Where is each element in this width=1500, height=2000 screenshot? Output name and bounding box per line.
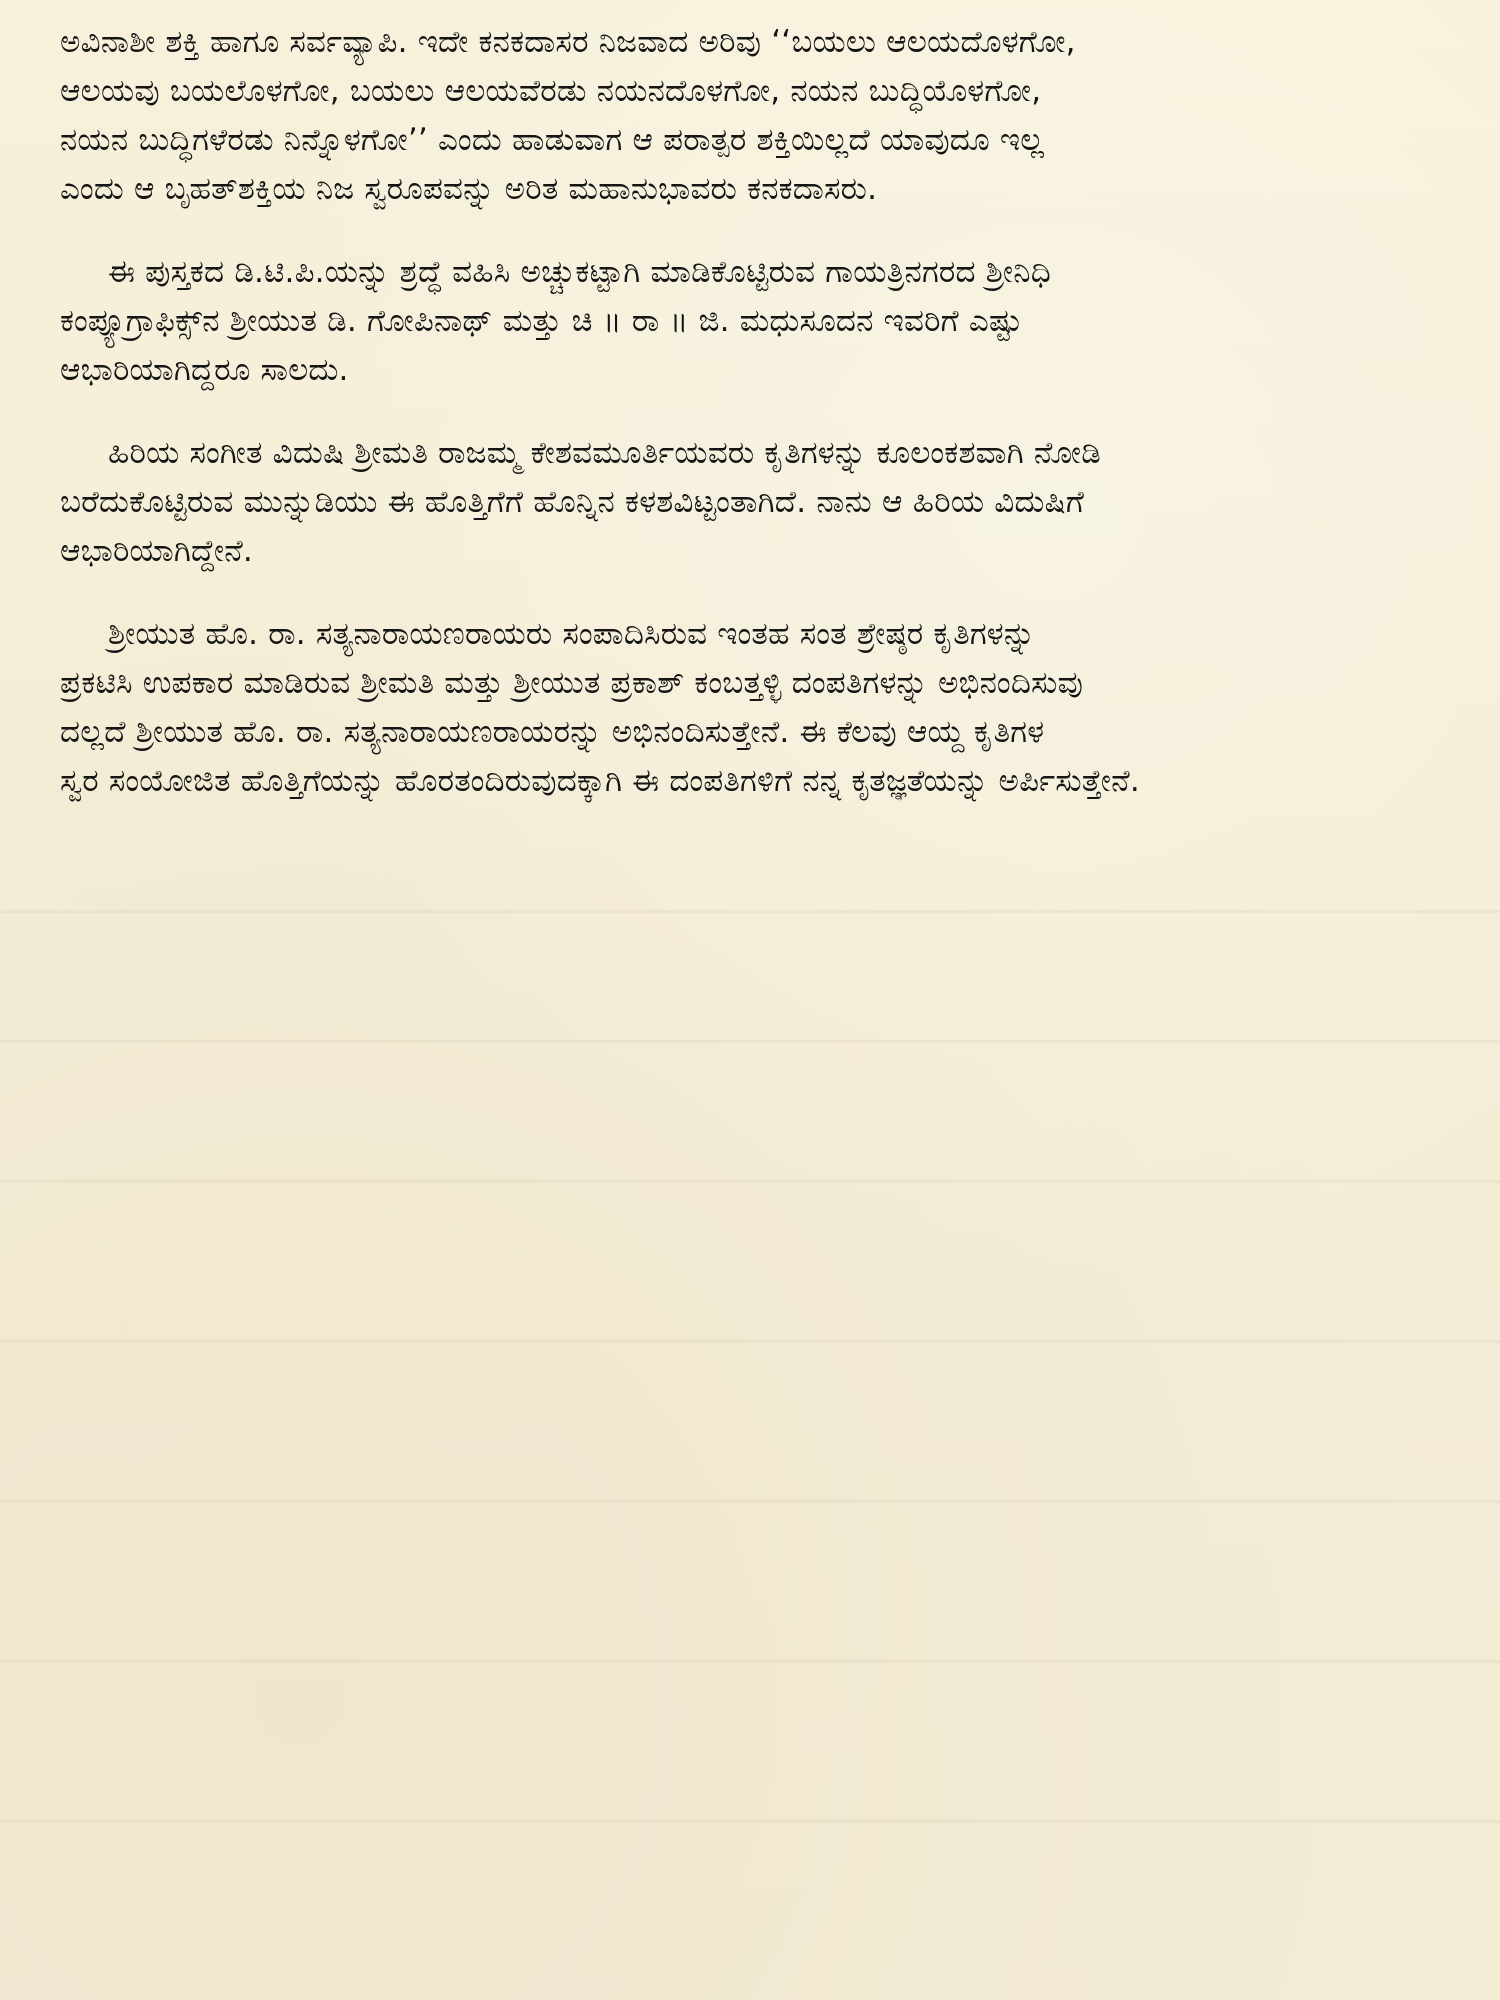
body-text <box>60 18 1445 840</box>
paragraph-1-line-3: ನಯನ ಬುದ್ಧಿಗಳೆರಡು ನಿನ್ನೊಳಗೋ’’ ಎಂದು ಹಾಡುವಾಗ ಆ ಪರಾತ್ಪರ ಶಕ್ತಿಯಿಲ್ಲದೆ ಯಾವುದೂ ಇಲ್ಲ <box>60 122 1045 158</box>
faint-bleed-line-7 <box>0 1820 1500 1823</box>
paragraph-3 <box>60 429 1445 576</box>
paragraph-1-line-2: ಆಲಯವು ಬಯಲೊಳಗೋ, ಬಯಲು ಆಲಯವೆರಡು ನಯನದೊಳಗೋ, ನಯನ ಬುದ್ಧಿಯೊಳಗೋ, <box>60 73 1042 109</box>
faint-bleed-line-3 <box>0 1180 1500 1183</box>
paragraph-2-line-1: ಈ ಪುಸ್ತಕದ ಡಿ.ಟಿ.ಪಿ.ಯನ್ನು ಶ್ರದ್ಧೆ ವಹಿಸಿ ಅಚ್ಚುಕಟ್ಟಾಗಿ ಮಾಡಿಕೊಟ್ಟಿರುವ ಗಾಯತ್ರಿನಗರದ ಶ್ರೀನಿಧಿ <box>108 254 1051 290</box>
faint-bleed-line-5 <box>0 1500 1500 1503</box>
paragraph-3-line-1: ಹಿರಿಯ ಸಂಗೀತ ವಿದುಷಿ ಶ್ರೀಮತಿ ರಾಜಮ್ಮ ಕೇಶವಮೂರ್ತಿಯವರು ಕೃತಿಗಳನ್ನು ಕೂಲಂಕಶವಾಗಿ ನೋಡಿ <box>108 435 1102 471</box>
paragraph-3-line-3: ಆಭಾರಿಯಾಗಿದ್ದೇನೆ. <box>60 533 253 569</box>
paragraph-4-line-4: ಸ್ವರ ಸಂಯೋಜಿತ ಹೊತ್ತಿಗೆಯನ್ನು ಹೊರತಂದಿರುವುದಕ್ಕಾಗಿ ಈ ದಂಪತಿಗಳಿಗೆ ನನ್ನ ಕೃತಜ್ಞತೆಯನ್ನು ಅರ್ಪಿಸುತ್ತೇನೆ. <box>60 763 1140 799</box>
paragraph-1 <box>60 18 1445 214</box>
faint-bleed-line-2 <box>0 1040 1500 1043</box>
paragraph-2-line-2: ಕಂಪ್ಯೂಗ್ರಾಫಿಕ್ಸ್‌ನ ಶ್ರೀಯುತ ಡಿ. ಗೋಪಿನಾಥ್ ಮತ್ತು ಚಿ ॥ ರಾ ॥ ಜಿ. ಮಧುಸೂದನ ಇವರಿಗೆ ಎಷ್ಟು <box>60 303 1023 339</box>
paragraph-2 <box>60 248 1445 395</box>
paragraph-4-line-3: ದಲ್ಲದೆ ಶ್ರೀಯುತ ಹೊ. ರಾ. ಸತ್ಯನಾರಾಯಣರಾಯರನ್ನು ಅಭಿನಂದಿಸುತ್ತೇನೆ. ಈ ಕೆಲವು ಆಯ್ದ ಕೃತಿಗಳ <box>60 714 1045 750</box>
paragraph-2-line-3: ಆಭಾರಿಯಾಗಿದ್ದರೂ ಸಾಲದು. <box>60 352 349 388</box>
paragraph-4 <box>60 610 1445 806</box>
paragraph-1-line-4: ಎಂದು ಆ ಬೃಹತ್‌ಶಕ್ತಿಯ ನಿಜ ಸ್ವರೂಪವನ್ನು ಅರಿತ ಮಹಾನುಭಾವರು ಕನಕದಾಸರು. <box>60 171 878 207</box>
faint-bleed-line-4 <box>0 1340 1500 1343</box>
paragraph-1-line-1: ಅವಿನಾಶೀ ಶಕ್ತಿ ಹಾಗೂ ಸರ್ವವ್ಯಾಪಿ. ಇದೇ ಕನಕದಾಸರ ನಿಜವಾದ ಅರಿವು ‘‘ಬಯಲು ಆಲಯದೊಳಗೋ, <box>60 24 1076 60</box>
paragraph-4-line-2: ಪ್ರಕಟಿಸಿ ಉಪಕಾರ ಮಾಡಿರುವ ಶ್ರೀಮತಿ ಮತ್ತು ಶ್ರೀಯುತ ಪ್ರಕಾಶ್ ಕಂಬತ್ತಳ್ಳಿ ದಂಪತಿಗಳನ್ನು ಅಭಿನಂದಿಸುವು <box>60 665 1084 701</box>
paragraph-3-line-2: ಬರೆದುಕೊಟ್ಟಿರುವ ಮುನ್ನುಡಿಯು ಈ ಹೊತ್ತಿಗೆಗೆ ಹೊನ್ನಿನ ಕಳಶವಿಟ್ಟಂತಾಗಿದೆ. ನಾನು ಆ ಹಿರಿಯ ವಿದುಷಿಗೆ <box>60 484 1085 520</box>
faint-bleed-line-6 <box>0 1660 1500 1663</box>
paragraph-4-line-1: ಶ್ರೀಯುತ ಹೊ. ರಾ. ಸತ್ಯನಾರಾಯಣರಾಯರು ಸಂಪಾದಿಸಿರುವ ಇಂತಹ ಸಂತ ಶ್ರೇಷ್ಠರ ಕೃತಿಗಳನ್ನು <box>108 616 1036 652</box>
faint-bleed-line-1 <box>0 910 1500 913</box>
